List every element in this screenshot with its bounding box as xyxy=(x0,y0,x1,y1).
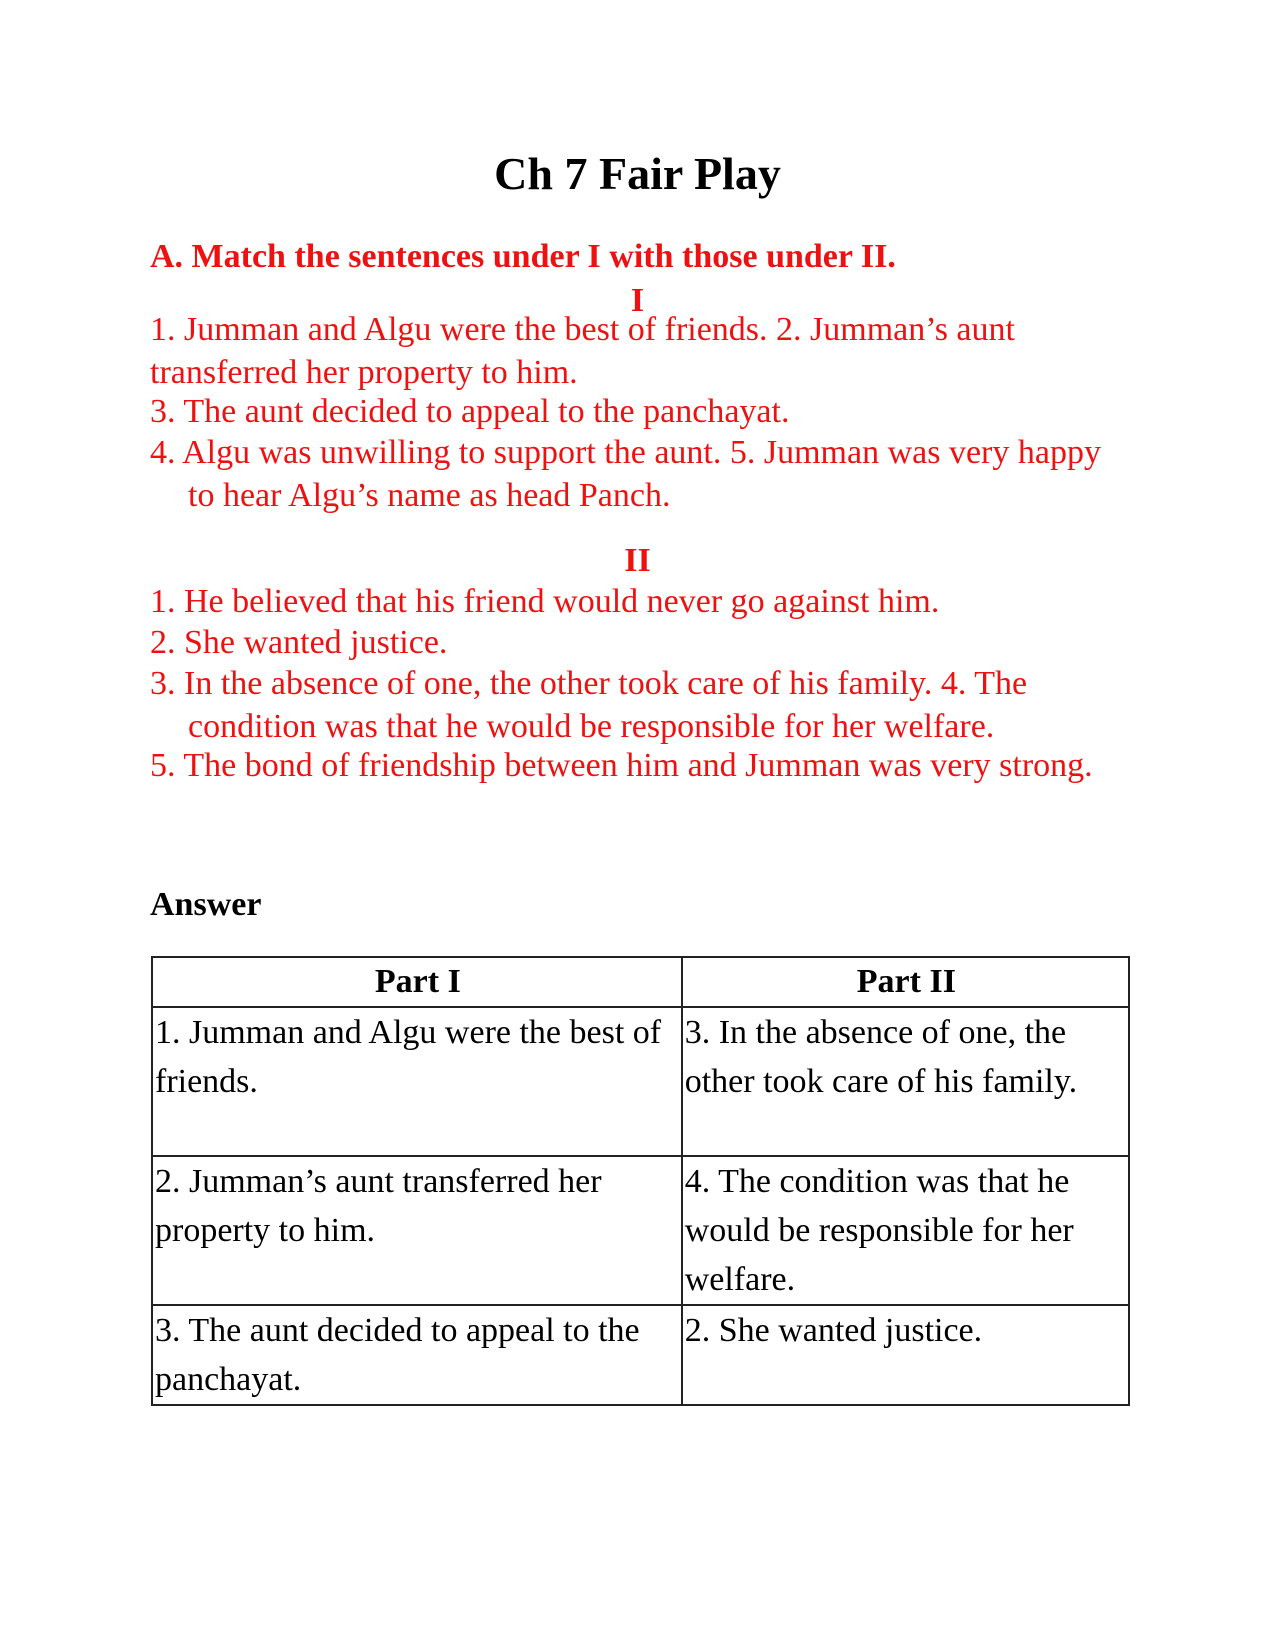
table-cell-part-ii: 3. In the absence of one, the other took care of his family. xyxy=(682,1007,1129,1156)
part-ii-line-2: 2. She wanted justice. xyxy=(150,624,448,661)
table-cell-part-ii: 2. She wanted justice. xyxy=(682,1305,1129,1405)
part-ii-line-1: 1. He believed that his friend would never go against him. xyxy=(150,583,940,620)
table-cell-part-ii: 4. The condition was that he would be responsible for her welfare. xyxy=(682,1156,1129,1305)
table-header-part-i: Part I xyxy=(152,957,682,1007)
part-i-label: I xyxy=(630,282,645,319)
table-row xyxy=(152,1156,1129,1305)
table-cell-part-i: 2. Jumman’s aunt transferred her property to him. xyxy=(152,1156,682,1305)
part-i-line-2: 3. The aunt decided to appeal to the panchayat. xyxy=(150,393,790,430)
table-header-row xyxy=(152,957,1129,1007)
table-row xyxy=(152,1305,1129,1405)
part-i-line-1: 1. Jumman and Algu were the best of friends. 2. Jumman’s aunt transferred her property to him. xyxy=(150,311,1015,391)
table-cell-part-i: 3. The aunt decided to appeal to the panchayat. xyxy=(152,1305,682,1405)
table-row xyxy=(152,1007,1129,1156)
part-ii-line-4: 5. The bond of friendship between him and Jumman was very strong. xyxy=(150,747,1093,784)
part-ii-label: II xyxy=(624,542,651,579)
table-cell-part-i: 1. Jumman and Algu were the best of friends. xyxy=(152,1007,682,1156)
table-header-part-ii: Part II xyxy=(682,957,1129,1007)
exercise-a-heading: A. Match the sentences under I with those under II. xyxy=(150,238,896,275)
part-ii-line-3: 3. In the absence of one, the other took care of his family. 4. The condition was that he would be responsible for her welfare. xyxy=(150,665,1028,745)
page-title: Ch 7 Fair Play xyxy=(494,148,781,199)
answer-table xyxy=(151,956,1130,1406)
part-i-line-3: 4. Algu was unwilling to support the aunt. 5. Jumman was very happy to hear Algu’s name as head Panch. xyxy=(150,434,1101,514)
answer-label: Answer xyxy=(150,886,262,923)
